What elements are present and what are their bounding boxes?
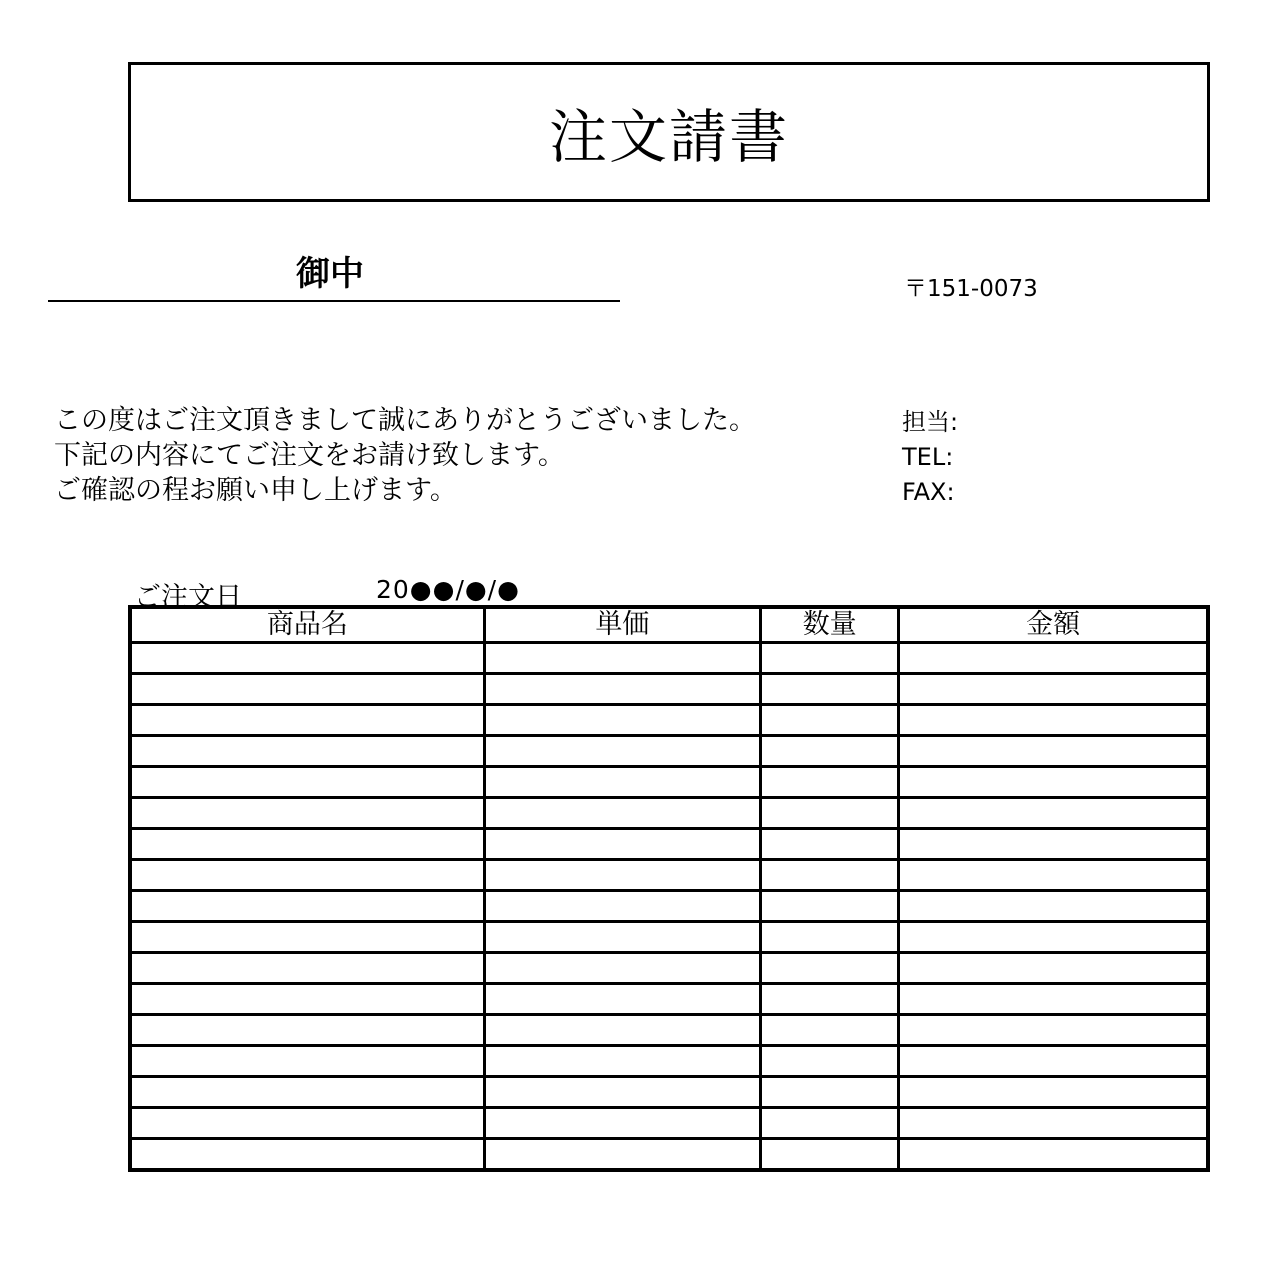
quantity-cell[interactable] [760, 1108, 899, 1139]
message-line: 下記の内容にてご注文をお請け致します。 [54, 440, 565, 471]
amount-cell[interactable] [899, 1046, 1208, 1077]
quantity-cell[interactable] [760, 984, 899, 1015]
quantity-cell[interactable] [760, 767, 899, 798]
unit-price-cell[interactable] [484, 643, 760, 674]
order-rows [130, 643, 1208, 1171]
amount-cell[interactable] [899, 984, 1208, 1015]
message-line: ご確認の程お願い申し上げます。 [54, 475, 457, 506]
quantity-cell[interactable] [760, 953, 899, 984]
product-name-cell[interactable] [130, 953, 484, 984]
product-name-cell[interactable] [130, 643, 484, 674]
amount-cell[interactable] [899, 643, 1208, 674]
table-row [130, 1077, 1208, 1108]
product-name-cell[interactable] [130, 922, 484, 953]
contact-block [902, 405, 958, 510]
amount-cell[interactable] [899, 1077, 1208, 1108]
table-row [130, 705, 1208, 736]
product-name-cell[interactable] [130, 736, 484, 767]
postal-code: 〒151-0073 [904, 276, 1038, 302]
unit-price-cell[interactable] [484, 705, 760, 736]
amount-cell[interactable] [899, 767, 1208, 798]
column-header-unit-price: 単価 [484, 607, 760, 643]
table-row [130, 736, 1208, 767]
unit-price-cell[interactable] [484, 1015, 760, 1046]
amount-cell[interactable] [899, 860, 1208, 891]
amount-cell[interactable] [899, 953, 1208, 984]
product-name-cell[interactable] [130, 1108, 484, 1139]
table-row [130, 984, 1208, 1015]
recipient-field[interactable] [48, 238, 620, 302]
amount-cell[interactable] [899, 891, 1208, 922]
quantity-cell[interactable] [760, 705, 899, 736]
table-row [130, 643, 1208, 674]
table-row [130, 674, 1208, 705]
unit-price-cell[interactable] [484, 984, 760, 1015]
quantity-cell[interactable] [760, 891, 899, 922]
unit-price-cell[interactable] [484, 829, 760, 860]
unit-price-cell[interactable] [484, 767, 760, 798]
table-row [130, 891, 1208, 922]
amount-cell[interactable] [899, 1139, 1208, 1171]
product-name-cell[interactable] [130, 1046, 484, 1077]
product-name-cell[interactable] [130, 1015, 484, 1046]
table-row [130, 922, 1208, 953]
product-name-cell[interactable] [130, 705, 484, 736]
title-box [128, 62, 1210, 202]
product-name-cell[interactable] [130, 1077, 484, 1108]
tel-label: TEL: [902, 443, 954, 471]
product-name-cell[interactable] [130, 798, 484, 829]
table-row [130, 829, 1208, 860]
product-name-cell[interactable] [130, 767, 484, 798]
amount-cell[interactable] [899, 1108, 1208, 1139]
amount-cell[interactable] [899, 798, 1208, 829]
fax-label: FAX: [902, 478, 955, 506]
quantity-cell[interactable] [760, 922, 899, 953]
quantity-cell[interactable] [760, 1139, 899, 1171]
quantity-cell[interactable] [760, 798, 899, 829]
quantity-cell[interactable] [760, 860, 899, 891]
product-name-cell[interactable] [130, 984, 484, 1015]
unit-price-cell[interactable] [484, 674, 760, 705]
product-name-cell[interactable] [130, 891, 484, 922]
quantity-cell[interactable] [760, 829, 899, 860]
amount-cell[interactable] [899, 736, 1208, 767]
person-in-charge-label: 担当: [902, 408, 959, 436]
unit-price-cell[interactable] [484, 1139, 760, 1171]
quantity-cell[interactable] [760, 674, 899, 705]
amount-cell[interactable] [899, 829, 1208, 860]
unit-price-cell[interactable] [484, 1077, 760, 1108]
unit-price-cell[interactable] [484, 1108, 760, 1139]
product-name-cell[interactable] [130, 674, 484, 705]
amount-cell[interactable] [899, 922, 1208, 953]
table-row [130, 1108, 1208, 1139]
recipient-honorific: 御中 [296, 254, 364, 294]
table-row [130, 953, 1208, 984]
order-date-label: ご注文日 [134, 582, 242, 613]
unit-price-cell[interactable] [484, 891, 760, 922]
amount-cell[interactable] [899, 1015, 1208, 1046]
quantity-cell[interactable] [760, 1015, 899, 1046]
product-name-cell[interactable] [130, 1139, 484, 1171]
unit-price-cell[interactable] [484, 736, 760, 767]
unit-price-cell[interactable] [484, 953, 760, 984]
quantity-cell[interactable] [760, 1077, 899, 1108]
column-header-amount: 金額 [899, 607, 1208, 643]
order-date-value: 20●●/●/● [376, 575, 520, 604]
unit-price-cell[interactable] [484, 798, 760, 829]
amount-cell[interactable] [899, 674, 1208, 705]
amount-cell[interactable] [899, 705, 1208, 736]
message-line: この度はご注文頂きまして誠にありがとうございました。 [54, 405, 756, 436]
quantity-cell[interactable] [760, 643, 899, 674]
column-header-product-name: 商品名 [130, 607, 484, 643]
table-row [130, 767, 1208, 798]
quantity-cell[interactable] [760, 736, 899, 767]
unit-price-cell[interactable] [484, 860, 760, 891]
product-name-cell[interactable] [130, 860, 484, 891]
table-header-row [130, 607, 1208, 643]
table-row [130, 1046, 1208, 1077]
unit-price-cell[interactable] [484, 922, 760, 953]
table-row [130, 1139, 1208, 1171]
unit-price-cell[interactable] [484, 1046, 760, 1077]
quantity-cell[interactable] [760, 1046, 899, 1077]
order-table [128, 605, 1210, 1172]
greeting-message [54, 403, 756, 508]
document-title: 注文請書 [548, 103, 789, 171]
table-row [130, 860, 1208, 891]
column-header-quantity: 数量 [760, 607, 899, 643]
table-row [130, 798, 1208, 829]
table-row [130, 1015, 1208, 1046]
product-name-cell[interactable] [130, 829, 484, 860]
